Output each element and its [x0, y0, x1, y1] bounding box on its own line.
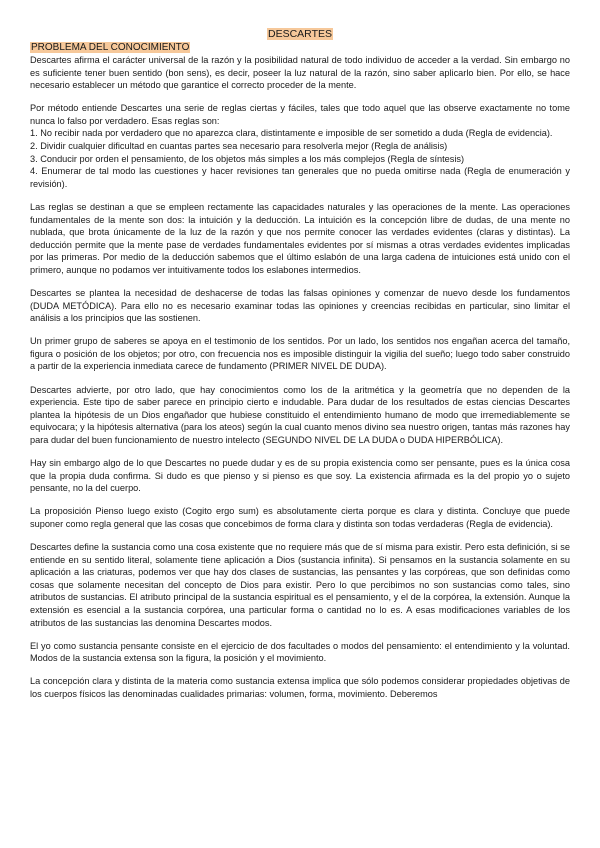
paragraph-yo: El yo como sustancia pensante consiste en el ejercicio de dos facultades o modos del pensamiento: el entendimiento y la voluntad. Modos de la sustancia extensa son la figura, la posición y el movimiento.: [30, 640, 570, 664]
paragraph-sentidos: Un primer grupo de saberes se apoya en el testimonio de los sentidos. Por un lado, los sentidos nos engañan acerca del tamaño, figura o posición de los objetos; por otro, con frecuencia nos es imposible distinguir la vigilia del sueño; luego todo saber construido a partir de la experiencia inmediata carece de fundamento (PRIMER NIVEL DE DUDA).: [30, 336, 570, 372]
rule-2: 2. Dividir cualquier dificultad en cuantas partes sea necesario para resolverla mejor (Regla de análisis): [30, 141, 448, 152]
method-block: [30, 102, 570, 190]
method-intro: Por método entiende Descartes una serie de reglas ciertas y fáciles, tales que todo aquel que las observe exactamente no tome nunca lo falso por verdadero. Esas reglas son:: [30, 103, 570, 126]
rule-3: 3. Conducir por orden el pensamiento, de los objetos más simples a los más complejos (Regla de síntesis): [30, 153, 465, 164]
paragraph-cogito: La proposición Pienso luego existo (Cogito ergo sum) es absolutamente cierta porque es clara y distinta. Concluye que puede suponer como regla general que las cosas que concebimos de forma clara y distinta son todas verdaderas (Regla de evidencia).: [30, 506, 570, 529]
paragraph-reglas: Las reglas se destinan a que se empleen rectamente las capacidades naturales y las operaciones de la mente. Las operaciones fundamentales de la mente son dos: la intuición y la deducción. La intuición es la concepción libre de dudas, de una mente no nublada, que brota únicamente de la luz de la razón y que nos permite conocer las verdades evidentes (claras y distintas). La deducción permite que la mente pase de verdades fundamentales evidentes por sí mismas a otras verdades evidentes implicadas por las primeras. Por medio de la deducción sabemos que el último eslabón de una larga cadena de intuiciones está unido con el primero, aunque no podamos ver intuitivamente todos los eslabones intermedios.: [30, 201, 570, 275]
paragraph-duda-metodica: Descartes se plantea la necesidad de deshacerse de todas las falsas opiniones y comenzar de nuevo desde los fundamentos (DUDA METÓDICA). Para ello no es necesario examinar todas las opiniones y creencias recibidas en particular, sino limitar el análisis a los principios que las sostienen.: [30, 288, 570, 324]
section-heading-row: [30, 41, 570, 54]
paragraph-existencia: Hay sin embargo algo de lo que Descartes no puede dudar y es de su propia existencia como ser pensante, pues es la única cosa que la propia duda confirma. Si dudo es que pienso y si pienso es que soy. La existencia afirmada es la del propio yo o sujeto pensante, no la del cuerpo.: [30, 458, 570, 494]
title-row: [30, 28, 570, 41]
rule-1: 1. No recibir nada por verdadero que no aparezca clara, distintamente e imposible de ser sometido a duda (Regla de evidencia).: [30, 128, 553, 139]
paragraph-sustancia: Descartes define la sustancia como una cosa existente que no requiere más que de sí misma para existir. Pero esta definición, si se entiende en su sentido literal, solamente tiene aplicación a Dios (sustancia infinita). Si pensamos en la sustancia solamente en su aplicación a las criaturas, podemos ver que hay dos clases de sustancias, las pensantes y las corpóreas, que son definidas como cosas que solamente necesitan del concepto de Dios para existir. Pero lo que percibimos no son sustancias como tales, sino atributos de sustancias. El atributo principal de la sustancia espiritual es el pensamiento, y el de la corpórea, la extensión. Aunque la extensión es esencial a la sustancia corpórea, una particular forma o cantidad no lo es. A esas modificaciones variables de los atributos de las sustancias las denomina Descartes modos.: [30, 542, 570, 628]
paragraph-duda-hiperbolica: Descartes advierte, por otro lado, que hay conocimientos como los de la aritmética y la geometría que no dependen de la experiencia. Este tipo de saber parece en principio cierto e indudable. Para dudar de los resultados de estas ciencias Descartes plantea la hipótesis de un Dios engañador que hubiese constituido el entendimiento humano de modo que irremediablemente se equivocara; y la hipótesis alternativa (para los ateos) según la cual cuanto menos divino sea nuestro origen, tantas más razones hay para dudar del buen funcionamiento de nuestro intelecto (SEGUNDO NIVEL DE LA DUDA o DUDA HIPERBÓLICA).: [30, 384, 570, 445]
intro-paragraph: Descartes afirma el carácter universal de la razón y la posibilidad natural de todo individuo de acceder a la verdad. Sin embargo no es suficiente tener buen sentido (bon sens), es decir, poseer la luz natural de la razón, sino saber aplicarlo bien. Por ello, se hace necesario establecer un método que garantice el correcto proceder de la mente.: [30, 55, 570, 91]
document-title: DESCARTES: [268, 28, 332, 40]
section-heading: PROBLEMA DEL CONOCIMIENTO: [31, 42, 190, 53]
paragraph-materia: La concepción clara y distinta de la materia como sustancia extensa implica que sólo podemos considerar propiedades objetivas de los cuerpos físicos las denominadas cualidades primarias: volumen, forma, movimiento. Deberemos: [30, 676, 570, 699]
rule-4: 4. Enumerar de tal modo las cuestiones y hacer revisiones tan generales que no pueda omitirse nada (Regla de enumeración y revisión).: [30, 166, 570, 189]
